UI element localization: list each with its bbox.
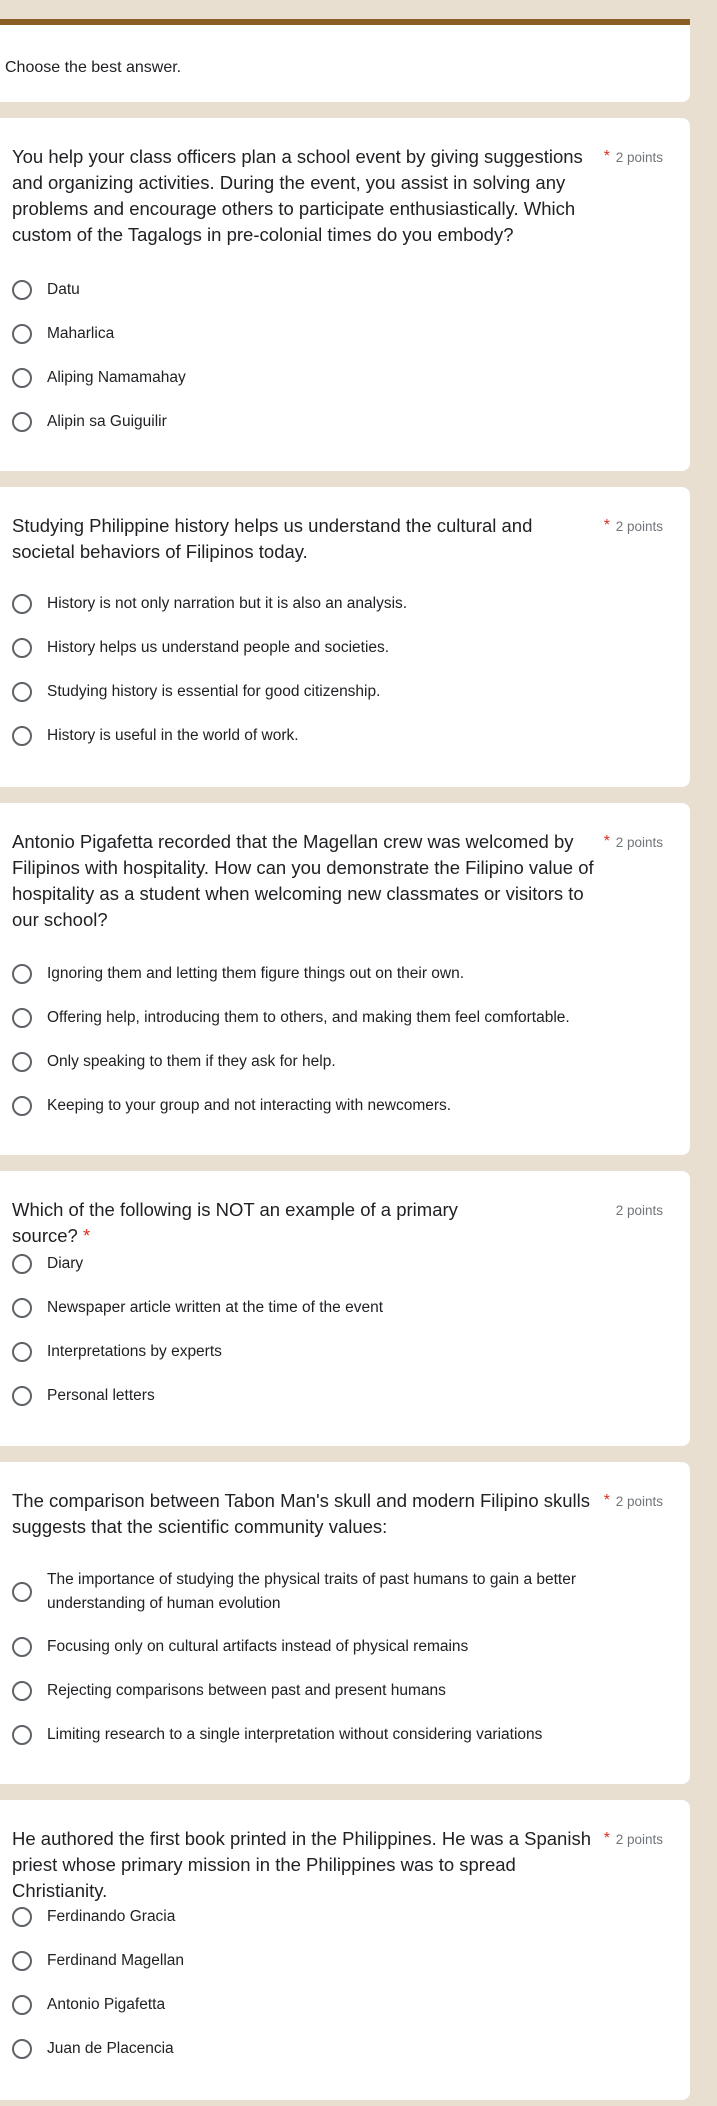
- points-label: 2 points: [615, 150, 663, 165]
- option-label: Studying history is essential for good citizenship.: [47, 683, 381, 700]
- required-asterisk: *: [603, 517, 610, 534]
- option-label: Ferdinand Magellan: [47, 1952, 185, 1969]
- radio-button[interactable]: [12, 1907, 32, 1927]
- option-label: Juan de Placencia: [47, 2040, 174, 2057]
- points-label: 2 points: [615, 835, 663, 850]
- question-card: [0, 118, 690, 471]
- radio-option[interactable]: [12, 280, 650, 302]
- option-label: Ferdinando Gracia: [47, 1908, 176, 1925]
- option-label: Ignoring them and letting them figure things out on their own.: [47, 965, 465, 982]
- radio-option[interactable]: [12, 1342, 650, 1364]
- radio-option[interactable]: [12, 1298, 650, 1320]
- points-label: 2 points: [615, 1203, 663, 1218]
- radio-option[interactable]: [12, 1254, 650, 1276]
- option-label: Diary: [47, 1255, 84, 1272]
- points-label: 2 points: [615, 519, 663, 534]
- radio-button[interactable]: [12, 1582, 32, 1602]
- radio-option[interactable]: [12, 368, 650, 390]
- option-label: History is not only narration but it is also an analysis.: [47, 595, 408, 612]
- option-label: Focusing only on cultural artifacts instead of physical remains: [47, 1638, 469, 1655]
- question-card: [0, 803, 690, 1155]
- radio-option[interactable]: [12, 1637, 650, 1659]
- radio-button[interactable]: [12, 324, 32, 344]
- radio-button[interactable]: [12, 2039, 32, 2059]
- radio-button[interactable]: [12, 1951, 32, 1971]
- radio-option[interactable]: [12, 1570, 610, 1616]
- question-title-text: Which of the following is NOT an example of a primary source?: [12, 1199, 458, 1246]
- radio-option[interactable]: [12, 1386, 650, 1408]
- option-label: The importance of studying the physical traits of past humans to gain a better understanding of human evolution: [47, 1571, 577, 1612]
- option-label: Antonio Pigafetta: [47, 1996, 166, 2013]
- radio-button[interactable]: [12, 1254, 32, 1274]
- required-asterisk: *: [82, 1225, 91, 1246]
- option-label: Offering help, introducing them to others, and making them feel comfortable.: [47, 1009, 570, 1026]
- option-label: Rejecting comparisons between past and present humans: [47, 1682, 446, 1699]
- question-title: He authored the first book printed in the Philippines. He was a Spanish priest whose primary mission in the Philippines was to spread Christianity.: [12, 1828, 591, 1901]
- question-card: [0, 1800, 690, 2100]
- radio-option[interactable]: [12, 594, 650, 616]
- radio-button[interactable]: [12, 726, 32, 746]
- option-label: Interpretations by experts: [47, 1343, 222, 1360]
- radio-option[interactable]: [12, 2039, 650, 2061]
- form-instructions: Choose the best answer.: [5, 59, 182, 76]
- radio-option[interactable]: [12, 1951, 650, 1973]
- radio-button[interactable]: [12, 1637, 32, 1657]
- radio-button[interactable]: [12, 368, 32, 388]
- question-card: [0, 1171, 690, 1446]
- radio-option[interactable]: [12, 1052, 650, 1074]
- question-card: [0, 487, 690, 787]
- option-label: Alipin sa Guiguilir: [47, 413, 167, 430]
- question-title: The comparison between Tabon Man's skull and modern Filipino skulls suggests that the scientific community values:: [12, 1490, 591, 1537]
- option-label: Limiting research to a single interpretation without considering variations: [47, 1726, 543, 1743]
- radio-option[interactable]: [12, 1907, 650, 1929]
- radio-option[interactable]: [12, 1681, 650, 1703]
- points-label: 2 points: [615, 1494, 663, 1509]
- radio-button[interactable]: [12, 412, 32, 432]
- option-label: History helps us understand people and societies.: [47, 639, 390, 656]
- radio-button[interactable]: [12, 594, 32, 614]
- radio-button[interactable]: [12, 280, 32, 300]
- radio-option[interactable]: [12, 638, 650, 660]
- radio-button[interactable]: [12, 1995, 32, 2015]
- required-asterisk: *: [603, 148, 610, 165]
- required-asterisk: *: [603, 1492, 610, 1509]
- radio-button[interactable]: [12, 638, 32, 658]
- option-label: Personal letters: [47, 1387, 155, 1404]
- radio-option[interactable]: [12, 1995, 650, 2017]
- radio-button[interactable]: [12, 964, 32, 984]
- radio-option[interactable]: [12, 324, 650, 346]
- option-label: Aliping Namamahay: [47, 369, 186, 386]
- option-label: Datu: [47, 281, 80, 298]
- question-title: Antonio Pigafetta recorded that the Magellan crew was welcomed by Filipinos with hospitality. How can you demonstrate the Filipino value of hospitality as a student when welcoming new classmates or visitors to our school?: [12, 831, 594, 930]
- question-card: [0, 1462, 690, 1784]
- radio-button[interactable]: [12, 1008, 32, 1028]
- radio-option[interactable]: [12, 964, 650, 986]
- radio-button[interactable]: [12, 1681, 32, 1701]
- required-asterisk: *: [603, 833, 610, 850]
- radio-button[interactable]: [12, 1052, 32, 1072]
- points-label: 2 points: [615, 1832, 663, 1847]
- radio-option[interactable]: [12, 682, 650, 704]
- option-label: Newspaper article written at the time of the event: [47, 1299, 383, 1316]
- form-description-card: [0, 19, 690, 102]
- question-title: You help your class officers plan a school event by giving suggestions and organizing activities. During the event, you assist in solving any problems and encourage others to participate enthusiastically. Which custom of the Tagalogs in pre-colonial times do you embody?: [12, 146, 583, 245]
- radio-option[interactable]: [12, 726, 650, 748]
- radio-option[interactable]: [12, 412, 650, 434]
- radio-button[interactable]: [12, 1386, 32, 1406]
- radio-button[interactable]: [12, 1725, 32, 1745]
- option-label: Maharlica: [47, 325, 115, 342]
- radio-button[interactable]: [12, 1298, 32, 1318]
- radio-option[interactable]: [12, 1008, 650, 1030]
- question-title: [12, 1197, 520, 1249]
- radio-button[interactable]: [12, 682, 32, 702]
- radio-option[interactable]: [12, 1096, 650, 1118]
- option-label: History is useful in the world of work.: [47, 727, 299, 744]
- radio-option[interactable]: [12, 1725, 650, 1747]
- radio-button[interactable]: [12, 1342, 32, 1362]
- radio-button[interactable]: [12, 1096, 32, 1116]
- required-asterisk: *: [603, 1830, 610, 1847]
- page-background-strip: [690, 0, 717, 2106]
- option-label: Only speaking to them if they ask for help.: [47, 1053, 336, 1070]
- option-label: Keeping to your group and not interacting with newcomers.: [47, 1097, 452, 1114]
- question-title: Studying Philippine history helps us understand the cultural and societal behaviors of Filipinos today.: [12, 515, 533, 562]
